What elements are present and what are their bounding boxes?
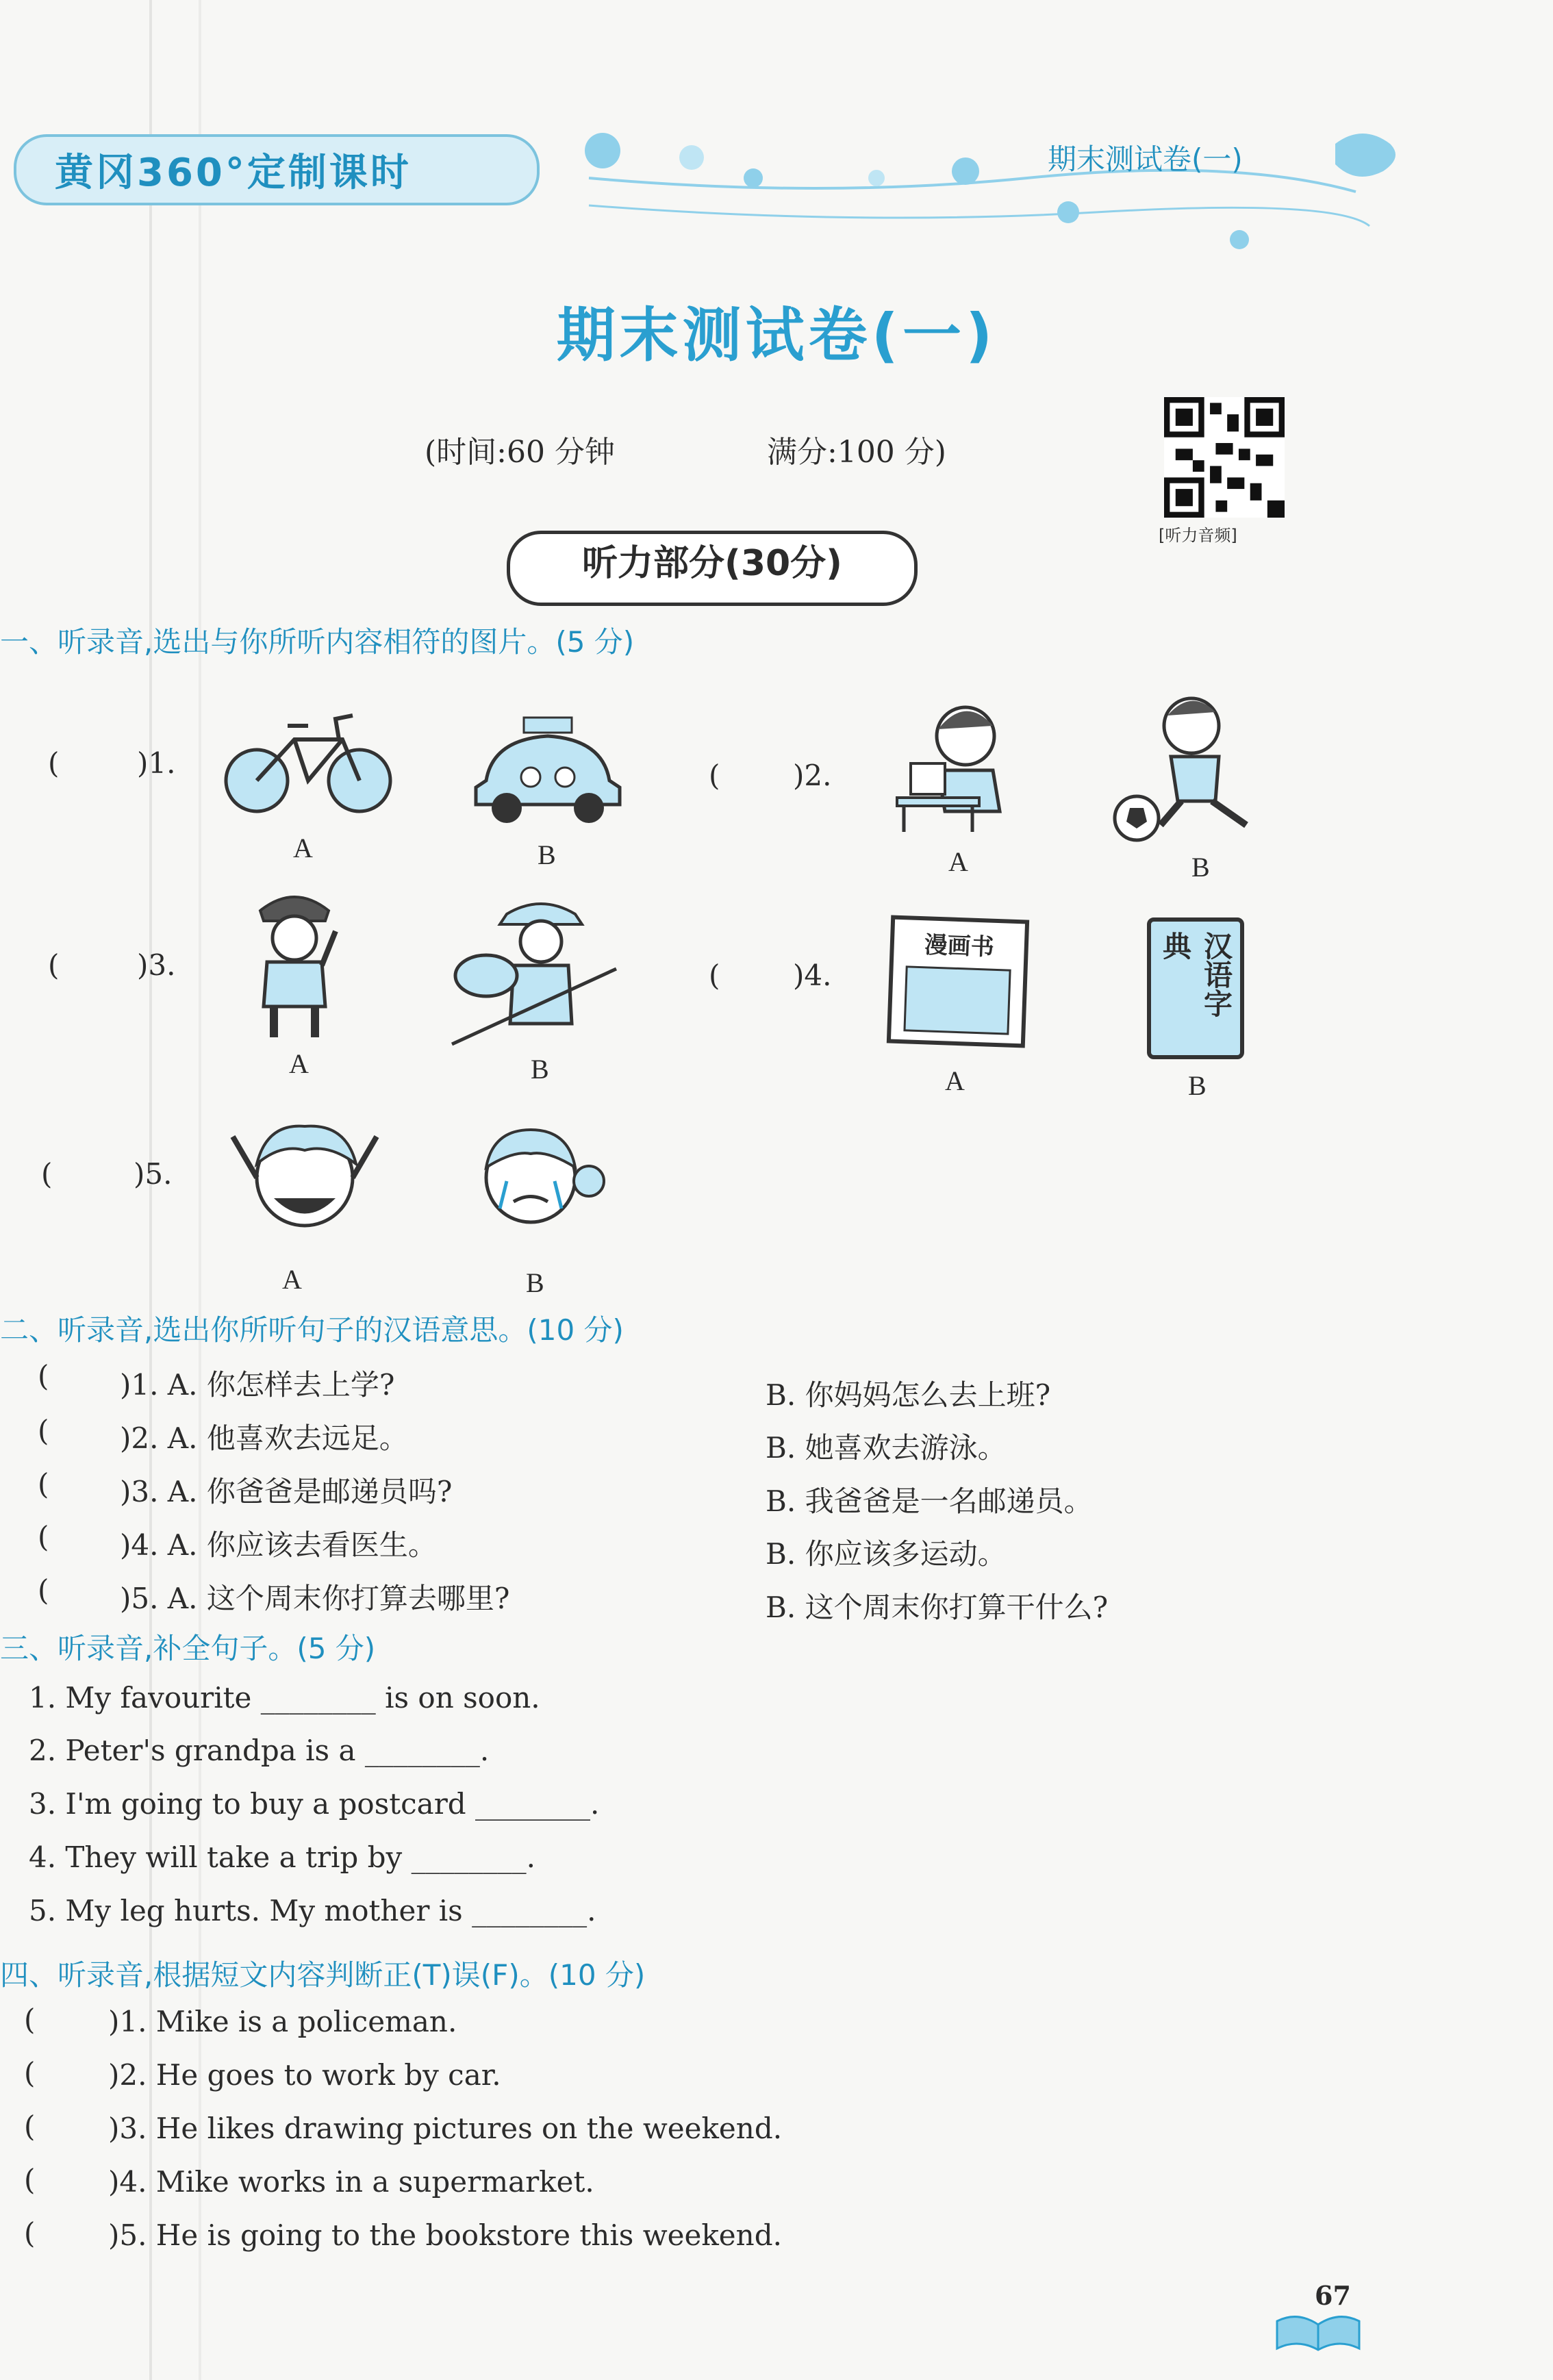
option-b-label: B <box>1188 1070 1207 1101</box>
answer-paren[interactable]: ( <box>709 759 720 792</box>
option-a-label: A <box>289 1048 309 1079</box>
qr-label: [听力音频] <box>1159 526 1237 545</box>
answer-paren[interactable]: ( <box>38 1520 49 1554</box>
answer-paren[interactable]: ( <box>38 1573 49 1607</box>
part-label: 听力部分(30分) <box>582 543 842 584</box>
fill-blank-sentence[interactable]: 3. I'm going to buy a postcard ________. <box>29 1787 600 1821</box>
policeman-icon <box>240 883 349 1041</box>
option-b-label: B <box>538 839 556 870</box>
question-number: )5. <box>134 1157 173 1191</box>
option-a-label: A <box>945 1065 965 1096</box>
qr-code-icon[interactable] <box>1164 397 1285 518</box>
option-a-label: A <box>293 833 313 863</box>
option-a: )1. A. 你怎样去上学? <box>120 1368 395 1402</box>
option-b: B. 她喜欢去游泳。 <box>766 1431 1007 1465</box>
dictionary-icon <box>1147 917 1244 1059</box>
section4-heading: 四、听录音,根据短文内容判断正(T)误(F)。(10 分) <box>0 1958 646 1992</box>
page-title: 期末测试卷(一) <box>556 301 997 370</box>
boy-reading-icon <box>890 695 1027 839</box>
brand-text: 黄冈360°定制课时 <box>55 151 412 195</box>
comic-book-icon <box>887 915 1029 1048</box>
option-a: )3. A. 你爸爸是邮递员吗? <box>120 1475 453 1508</box>
open-book-icon <box>1270 2307 1366 2355</box>
boy-football-icon <box>1102 688 1267 846</box>
exam-score: 满分:100 分) <box>767 435 946 470</box>
section3-heading: 三、听录音,补全句子。(5 分) <box>0 1632 376 1665</box>
option-a-label: A <box>282 1264 302 1295</box>
question-number: )4. <box>793 959 832 992</box>
decorative-bubbles-icon <box>548 116 1438 253</box>
fisherman-icon <box>445 894 623 1051</box>
option-b: B. 你应该多运动。 <box>766 1537 1007 1571</box>
option-b-label: B <box>531 1054 549 1085</box>
true-false-statement: )3. He likes drawing pictures on the weekend. <box>108 2112 783 2145</box>
section1-heading: 一、听录音,选出与你所听内容相符的图片。(5 分) <box>0 625 635 659</box>
option-a: )2. A. 他喜欢去远足。 <box>120 1421 408 1455</box>
comic-book-title: 漫画书 <box>924 931 995 961</box>
answer-paren[interactable]: ( <box>24 2110 36 2143</box>
answer-paren[interactable]: ( <box>24 2163 36 2197</box>
answer-paren[interactable]: ( <box>24 2056 36 2090</box>
true-false-statement: )2. He goes to work by car. <box>108 2058 501 2092</box>
question-number: )1. <box>137 746 176 780</box>
answer-paren[interactable]: ( <box>38 1359 49 1393</box>
fill-blank-sentence[interactable]: 1. My favourite ________ is on soon. <box>29 1681 540 1714</box>
answer-paren[interactable]: ( <box>24 2216 36 2250</box>
section2-heading: 二、听录音,选出你所听句子的汉语意思。(10 分) <box>0 1313 624 1347</box>
question-number: )3. <box>137 948 176 982</box>
fill-blank-sentence[interactable]: 2. Peter's grandpa is a ________. <box>29 1734 490 1767</box>
exam-time: (时间:60 分钟 <box>425 435 615 470</box>
dictionary-title: 汉语字典 <box>1159 931 1233 1017</box>
option-a-label: A <box>948 846 968 877</box>
fill-blank-sentence[interactable]: 4. They will take a trip by ________. <box>29 1840 535 1874</box>
crying-girl-icon <box>452 1113 609 1250</box>
answer-paren[interactable]: ( <box>48 746 60 780</box>
answer-paren[interactable]: ( <box>48 948 60 982</box>
option-b: B. 这个周末你打算干什么? <box>766 1591 1109 1624</box>
option-a: )4. A. 你应该去看医生。 <box>120 1528 437 1562</box>
answer-paren[interactable]: ( <box>709 959 720 992</box>
true-false-statement: )4. Mike works in a supermarket. <box>108 2165 594 2199</box>
option-b: B. 你妈妈怎么去上班? <box>766 1378 1051 1412</box>
option-a: )5. A. 这个周末你打算去哪里? <box>120 1582 510 1615</box>
option-b-label: B <box>526 1267 544 1298</box>
question-number: )2. <box>793 759 832 792</box>
option-b-label: B <box>1191 852 1210 883</box>
taxi-icon <box>466 712 630 828</box>
answer-paren[interactable]: ( <box>41 1157 53 1191</box>
answer-paren[interactable]: ( <box>38 1467 49 1501</box>
answer-paren[interactable]: ( <box>38 1414 49 1447</box>
page-number: 67 <box>1315 2280 1351 2311</box>
fill-blank-sentence[interactable]: 5. My leg hurts. My mother is ________. <box>29 1894 596 1927</box>
true-false-statement: )5. He is going to the bookstore this weekend. <box>108 2218 782 2252</box>
answer-paren[interactable]: ( <box>24 2003 36 2036</box>
header-section-title: 期末测试卷(一) <box>1048 142 1243 176</box>
option-b: B. 我爸爸是一名邮递员。 <box>766 1484 1093 1518</box>
happy-boy-icon <box>226 1109 383 1246</box>
bicycle-icon <box>219 698 397 822</box>
true-false-statement: )1. Mike is a policeman. <box>108 2005 457 2038</box>
